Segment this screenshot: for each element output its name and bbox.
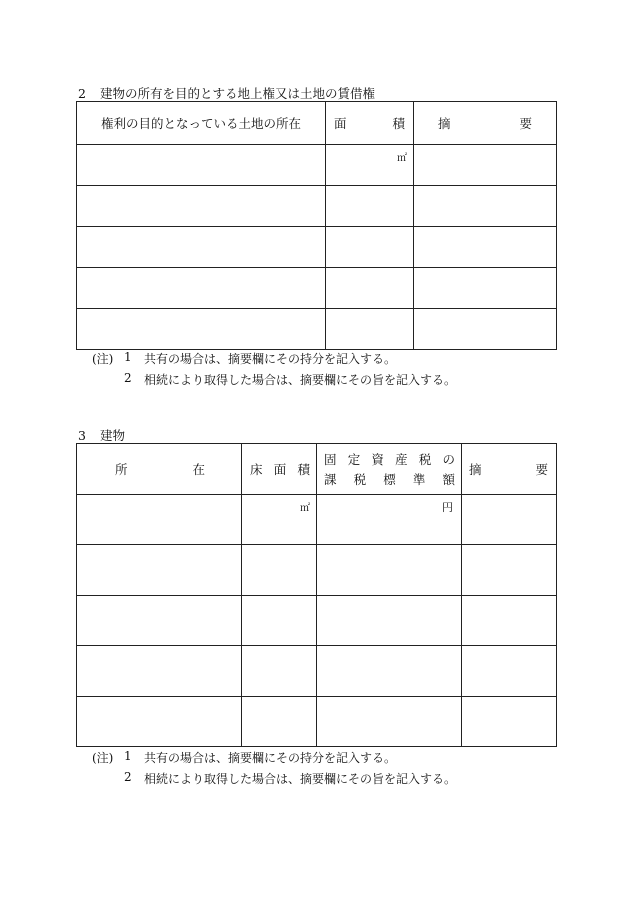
section2-number: 2 — [78, 86, 86, 101]
section3-title: 建物 — [100, 428, 126, 443]
table-row — [77, 227, 557, 268]
building-location-cell[interactable] — [77, 697, 242, 747]
header-tax-value — [317, 444, 462, 495]
tax-value-cell[interactable] — [317, 545, 462, 596]
section2-header-row — [77, 102, 557, 145]
header-floor-area-char: 面 — [273, 462, 287, 477]
note-number: 1 — [124, 749, 132, 763]
tax-value-cell[interactable] — [317, 596, 462, 646]
section2-notes — [92, 350, 512, 392]
area-cell[interactable] — [326, 309, 414, 350]
remarks-cell[interactable] — [414, 268, 557, 309]
table-row — [77, 145, 557, 186]
header-land-location — [77, 102, 326, 145]
header-floor-area — [242, 444, 317, 495]
header-remarks — [414, 102, 557, 145]
section3-header-row — [77, 444, 557, 495]
header-area-char: 面 — [334, 116, 347, 131]
note-label: (注) — [92, 751, 114, 765]
area-cell[interactable] — [326, 186, 414, 227]
header-location — [77, 444, 242, 495]
land-location-cell[interactable] — [77, 309, 326, 350]
note-text: 共有の場合は、摘要欄にその持分を記入する。 — [144, 751, 397, 765]
header-location-char: 所 — [115, 462, 128, 477]
area-cell[interactable] — [326, 268, 414, 309]
header-location-char: 在 — [192, 462, 205, 477]
area-cell[interactable] — [326, 227, 414, 268]
section3-heading — [78, 426, 125, 444]
land-location-cell[interactable] — [77, 186, 326, 227]
table-row — [77, 186, 557, 227]
floor-area-unit: ㎡ — [300, 503, 310, 514]
yen-unit: 円 — [442, 501, 453, 514]
floor-area-cell[interactable] — [242, 646, 317, 697]
header-tax-value-line2: 課 税 標 準 額 — [324, 472, 455, 487]
section2-heading — [78, 84, 375, 102]
remarks-cell[interactable] — [414, 145, 557, 186]
table-row — [77, 495, 557, 545]
table-row — [77, 268, 557, 309]
note-text: 相続により取得した場合は、摘要欄にその旨を記入する。 — [144, 373, 457, 387]
table-row — [77, 596, 557, 646]
land-location-cell[interactable] — [77, 145, 326, 186]
note-number: 2 — [124, 770, 132, 784]
remarks-cell[interactable] — [462, 596, 557, 646]
building-location-cell[interactable] — [77, 495, 242, 545]
area-cell[interactable] — [326, 145, 414, 186]
land-location-cell[interactable] — [77, 268, 326, 309]
header-tax-value-line1: 固 定 資 産 税 の — [324, 452, 455, 467]
building-location-cell[interactable] — [77, 596, 242, 646]
note-line — [92, 749, 512, 770]
note-line — [92, 770, 512, 791]
section3-table — [76, 443, 557, 747]
tax-value-cell[interactable] — [317, 697, 462, 747]
table-row — [77, 697, 557, 747]
note-number: 2 — [124, 371, 132, 385]
note-line — [92, 350, 512, 371]
section2-title: 建物の所有を目的とする地上権又は土地の賃借権 — [100, 86, 376, 101]
section3-number: 3 — [78, 428, 86, 443]
floor-area-cell[interactable] — [242, 697, 317, 747]
header-remarks — [462, 444, 557, 495]
remarks-cell[interactable] — [462, 697, 557, 747]
table-row — [77, 309, 557, 350]
note-text: 相続により取得した場合は、摘要欄にその旨を記入する。 — [144, 772, 457, 786]
header-remarks-char: 要 — [535, 462, 548, 477]
tax-value-cell[interactable] — [317, 646, 462, 697]
land-location-cell[interactable] — [77, 227, 326, 268]
area-unit: ㎡ — [397, 153, 407, 164]
note-number: 1 — [124, 350, 132, 364]
floor-area-cell[interactable] — [242, 596, 317, 646]
note-label: (注) — [92, 352, 114, 366]
header-floor-area-char: 床 — [250, 462, 263, 477]
note-line — [92, 371, 512, 392]
table-row — [77, 545, 557, 596]
remarks-cell[interactable] — [414, 227, 557, 268]
note-text: 共有の場合は、摘要欄にその持分を記入する。 — [144, 352, 397, 366]
tax-value-cell[interactable] — [317, 495, 462, 545]
header-land-location-label: 権利の目的となっている土地の所在 — [100, 116, 301, 131]
remarks-cell[interactable] — [462, 646, 557, 697]
floor-area-cell[interactable] — [242, 545, 317, 596]
header-floor-area-char: 積 — [297, 462, 310, 477]
floor-area-cell[interactable] — [242, 495, 317, 545]
remarks-cell[interactable] — [462, 495, 557, 545]
building-location-cell[interactable] — [77, 646, 242, 697]
section2-table — [76, 101, 557, 350]
header-remarks-char: 摘 — [469, 462, 482, 477]
building-location-cell[interactable] — [77, 545, 242, 596]
header-area-char: 積 — [392, 116, 405, 131]
remarks-cell[interactable] — [414, 309, 557, 350]
remarks-cell[interactable] — [462, 545, 557, 596]
remarks-cell[interactable] — [414, 186, 557, 227]
header-area — [326, 102, 414, 145]
header-remarks-char: 摘 — [438, 116, 451, 131]
header-remarks-char: 要 — [519, 116, 532, 131]
table-row — [77, 646, 557, 697]
section3-notes — [92, 749, 512, 791]
